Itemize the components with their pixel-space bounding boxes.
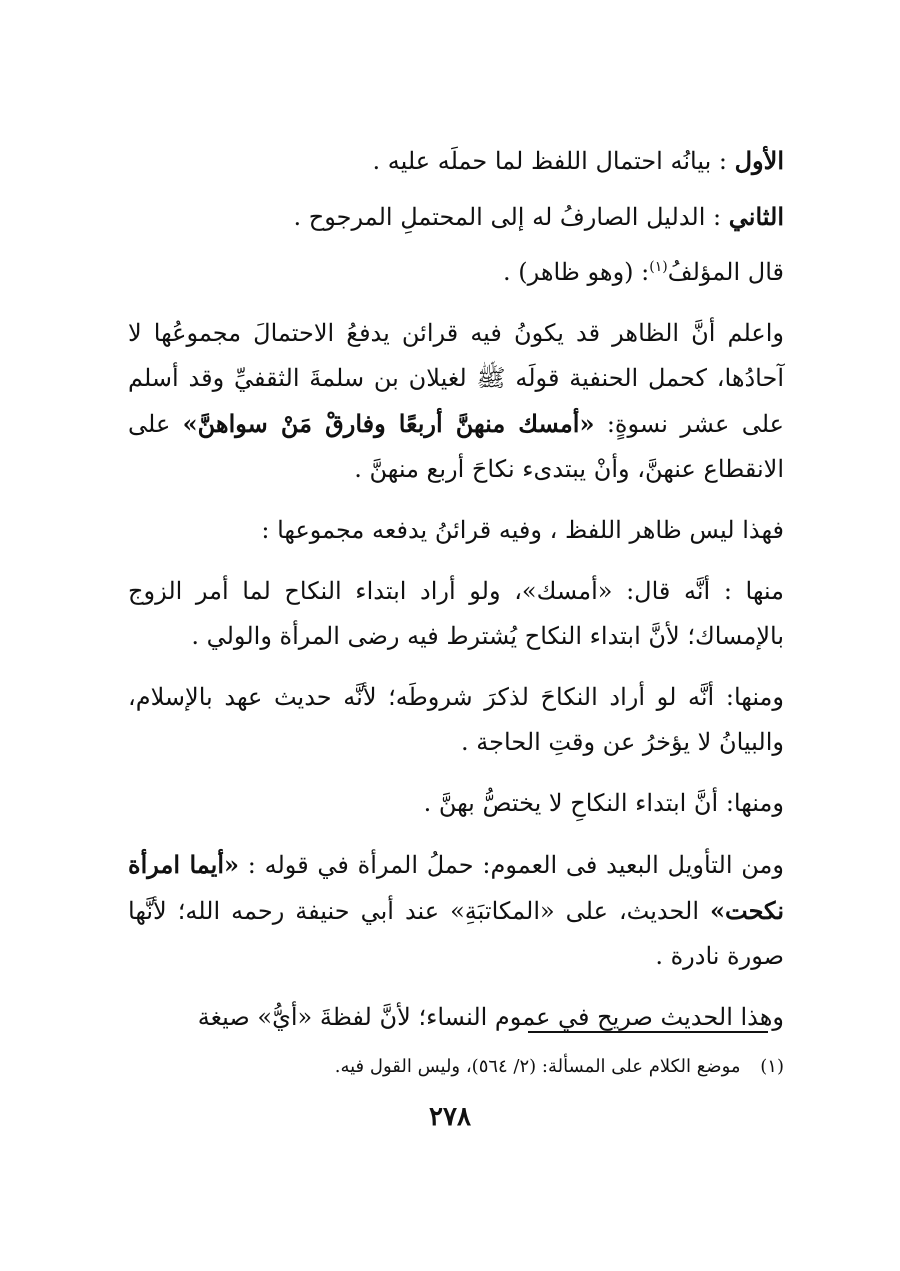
paragraph-indicator-1: منها : أنَّه قال: «أمسك»، ولو أراد ابتداء النكاح لما أمر الزوج بالإمساك؛ لأنَّ ابتداء النكاح يُشترط فيه رضى المرأة والولي . <box>128 577 784 650</box>
label-first: الأول <box>734 146 784 175</box>
author-quote: : (وهو ظاهر) . <box>502 258 650 286</box>
footnote-ref[interactable]: (١) <box>649 259 668 275</box>
text-segment: على الانقطاع عنهنَّ، وأنْ يبتدىء نكاحَ أربع منهنَّ . <box>128 410 784 483</box>
paragraph-second <box>128 194 784 240</box>
paragraph-indicator-2: ومنها: أنَّه لو أراد النكاحَ لذكرَ شروطَه؛ لأنَّه حديث عهد بالإسلام، والبيانُ لا يؤخرُ عن وقتِ الحاجة . <box>128 683 784 756</box>
footnote-divider <box>528 1031 768 1033</box>
page-body <box>128 138 784 1056</box>
hadith-quote: «أمسك منهنَّ أربعًا وفارقْ مَنْ سواهنَّ» <box>182 409 595 438</box>
page-number: ٢٧٨ <box>429 1102 471 1132</box>
footnote-number: (١) <box>760 1056 784 1077</box>
footnote <box>128 1052 784 1082</box>
paragraph-author-quote <box>128 250 784 295</box>
author-said: قال المؤلفُ <box>667 258 784 286</box>
paragraph-distant-interpretation <box>128 842 784 979</box>
text-segment: واعلم أنَّ الظاهر قد يكونُ فيه قرائن يدفعُ الاحتمالَ مجموعُها لا آحادُها، كحمل الحنفية قولَه ﷺ لغيلان بن سلمةَ الثقفيِّ وقد أسلم على عشر نسوةٍ: <box>128 319 784 438</box>
paragraph-hadith-explicit: وهذا الحديث صريح في عموم النساء؛ لأنَّ لفظةَ «أيُّ» صيغة <box>197 1003 784 1031</box>
text-first: : بيانُه احتمال اللفظ لما حملَه عليه . <box>372 147 727 175</box>
label-second: الثاني <box>728 202 784 231</box>
footnote-text: موضع الكلام على المسألة: (٢/ ٥٦٤)، وليس القول فيه. <box>334 1056 741 1077</box>
hadith-quote: «أيما امرأة نكحت» <box>128 850 784 925</box>
paragraph-indicator-3: ومنها: أنَّ ابتداء النكاحِ لا يختصُّ بهنَّ . <box>423 789 784 817</box>
text-second: : الدليل الصارفُ له إلى المحتملِ المرجوح . <box>293 203 722 231</box>
paragraph-first <box>128 138 784 184</box>
paragraph-apparent-meaning <box>128 311 784 492</box>
paragraph-indicators: فهذا ليس ظاهر اللفظ ، وفيه قرائنُ يدفعه مجموعها : <box>261 516 784 544</box>
text-segment: ومن التأويل البعيد فى العموم: حملُ المرأة في قوله : <box>239 851 784 879</box>
text-segment: الحديث، على «المكاتبَةِ» عند أبي حنيفة رحمه الله؛ لأنَّها صورة نادرة . <box>128 897 784 970</box>
